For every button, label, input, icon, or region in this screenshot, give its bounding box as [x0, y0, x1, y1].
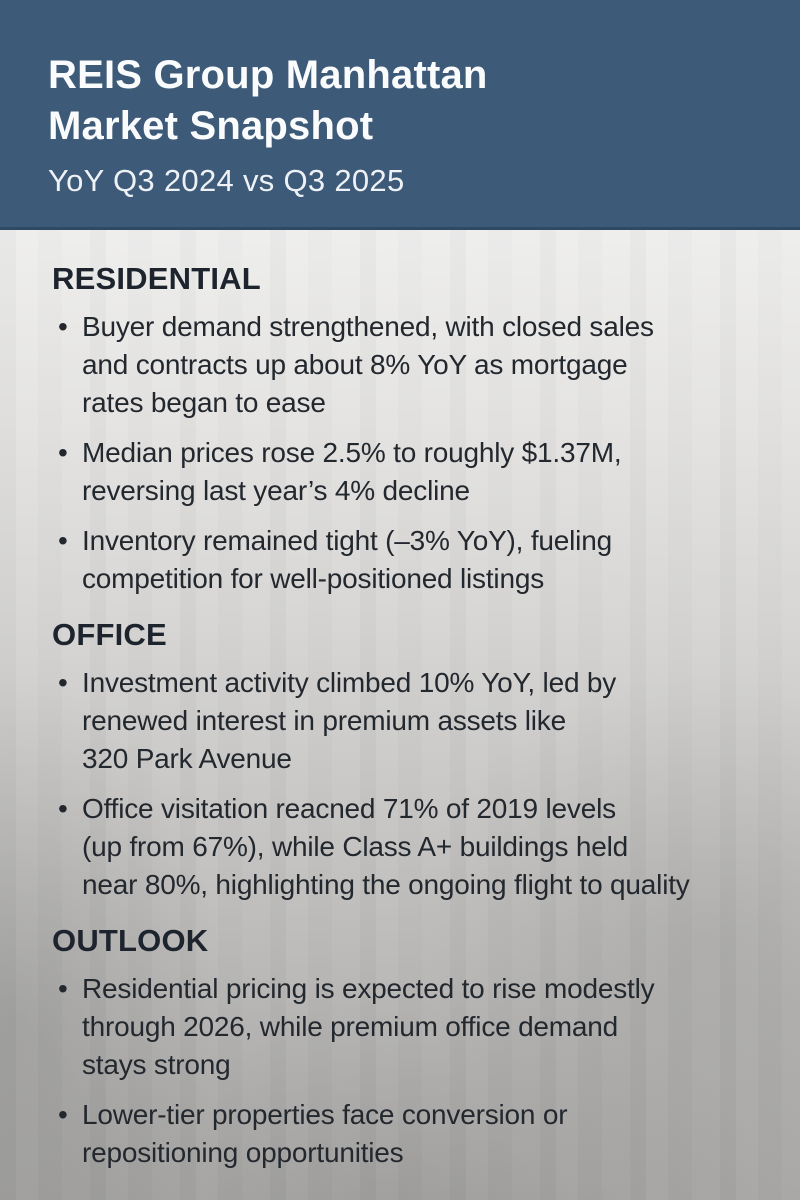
- bullet-line: rates began to ease: [82, 387, 326, 418]
- bullet-line: stays strong: [82, 1049, 231, 1080]
- bullet-line: Buyer demand strengthened, with closed sales: [82, 311, 654, 342]
- bullet-text: [82, 522, 780, 598]
- bullet-item: [52, 970, 780, 1084]
- page-title: [48, 50, 752, 152]
- section-heading-office: OFFICE: [52, 617, 167, 652]
- section-heading-residential: RESIDENTIAL: [52, 261, 261, 296]
- bullet-list-outlook: [52, 970, 780, 1172]
- bullet-line: (up from 67%), while Class A+ buildings held: [82, 831, 629, 862]
- bullet-line: competition for well-positioned listings: [82, 563, 544, 594]
- bullet-line: through 2026, while premium office demand: [82, 1011, 619, 1042]
- bullet-text: [82, 790, 780, 904]
- page-title-line1: REIS Group Manhattan: [48, 53, 488, 97]
- bullet-line: Inventory remained tight (–3% YoY), fueling: [82, 525, 612, 556]
- bullet-item: [52, 434, 780, 510]
- section-office: [52, 616, 780, 904]
- bullet-line: reversing last year’s 4% decline: [82, 475, 470, 506]
- bullet-line: and contracts up about 8% YoY as mortgage: [82, 349, 628, 380]
- bullet-item: [52, 664, 780, 778]
- bullet-line: renewed interest in premium assets like: [82, 705, 566, 736]
- bullet-icon: •: [58, 1099, 68, 1130]
- bullet-line: Office visitation reacned 71% of 2019 levels: [82, 793, 616, 824]
- bullet-icon: •: [58, 311, 68, 342]
- header-banner: [0, 0, 800, 230]
- bullet-icon: •: [58, 525, 68, 556]
- bullet-text: [82, 1096, 780, 1172]
- bullet-line: 320 Park Avenue: [82, 743, 292, 774]
- bullet-line: Lower-tier properties face conversion or: [82, 1099, 568, 1130]
- page-title-line2: Market Snapshot: [48, 104, 374, 148]
- bullet-line: Median prices rose 2.5% to roughly $1.37M,: [82, 437, 622, 468]
- bullet-text: [82, 664, 780, 778]
- bullet-line: repositioning opportunities: [82, 1137, 404, 1168]
- bullet-line: Investment activity climbed 10% YoY, led by: [82, 667, 617, 698]
- section-heading-outlook: OUTLOOK: [52, 923, 209, 958]
- bullet-list-residential: [52, 308, 780, 598]
- bullet-item: [52, 308, 780, 422]
- bullet-line: near 80%, highlighting the ongoing flight to quality: [82, 869, 690, 900]
- page-subtitle: YoY Q3 2024 vs Q3 2025: [48, 163, 405, 198]
- bullet-item: [52, 1096, 780, 1172]
- bullet-icon: •: [58, 667, 68, 698]
- bullet-list-office: [52, 664, 780, 904]
- bullet-text: [82, 434, 780, 510]
- section-outlook: [52, 922, 780, 1172]
- bullet-text: [82, 970, 780, 1084]
- bullet-item: [52, 522, 780, 598]
- bullet-item: [52, 790, 780, 904]
- bullet-icon: •: [58, 793, 68, 824]
- section-residential: [52, 260, 780, 598]
- bullet-icon: •: [58, 437, 68, 468]
- bullet-text: [82, 308, 780, 422]
- content-area: [0, 230, 800, 1172]
- bullet-line: Residential pricing is expected to rise modestly: [82, 973, 655, 1004]
- bullet-icon: •: [58, 973, 68, 1004]
